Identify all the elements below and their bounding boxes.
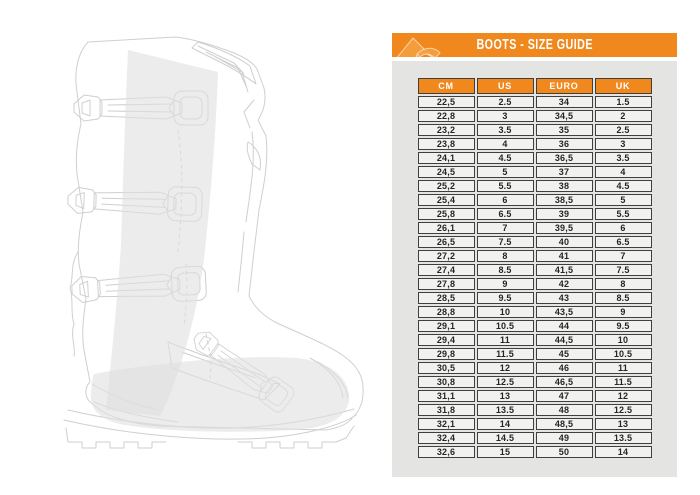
cell-cm: 25,8 — [418, 208, 475, 220]
cell-uk: 10.5 — [595, 348, 652, 360]
cell-uk: 3.5 — [595, 152, 652, 164]
cell-euro: 37 — [536, 166, 593, 178]
cell-us: 11 — [477, 334, 534, 346]
cell-uk: 1.5 — [595, 96, 652, 108]
cell-euro: 39 — [536, 208, 593, 220]
cell-cm: 22,8 — [418, 110, 475, 122]
table-row — [418, 418, 652, 430]
table-row — [418, 138, 652, 150]
cell-uk: 9.5 — [595, 320, 652, 332]
cell-us: 10.5 — [477, 320, 534, 332]
cell-euro: 46 — [536, 362, 593, 374]
cell-us: 6.5 — [477, 208, 534, 220]
cell-euro: 42 — [536, 278, 593, 290]
table-row — [418, 432, 652, 444]
cell-euro: 48,5 — [536, 418, 593, 430]
cell-cm: 24,5 — [418, 166, 475, 178]
cell-euro: 43,5 — [536, 306, 593, 318]
table-row — [418, 222, 652, 234]
cell-cm: 26,5 — [418, 236, 475, 248]
table-row — [418, 264, 652, 276]
cell-us: 8.5 — [477, 264, 534, 276]
column-header-euro: EURO — [536, 78, 593, 94]
table-row — [418, 250, 652, 262]
cell-us: 7 — [477, 222, 534, 234]
cell-us: 4.5 — [477, 152, 534, 164]
table-row — [418, 446, 652, 458]
cell-us: 3.5 — [477, 124, 534, 136]
cell-us: 5.5 — [477, 180, 534, 192]
cell-cm: 27,4 — [418, 264, 475, 276]
cell-uk: 10 — [595, 334, 652, 346]
cell-uk: 2.5 — [595, 124, 652, 136]
cell-uk: 4.5 — [595, 180, 652, 192]
header-row — [418, 78, 652, 94]
size-guide-panel — [392, 33, 677, 477]
cell-cm: 30,5 — [418, 362, 475, 374]
cell-uk: 8 — [595, 278, 652, 290]
table-row — [418, 124, 652, 136]
cell-uk: 2 — [595, 110, 652, 122]
cell-us: 3 — [477, 110, 534, 122]
cell-cm: 31,8 — [418, 404, 475, 416]
table-row — [418, 110, 652, 122]
table-row — [418, 390, 652, 402]
cell-us: 15 — [477, 446, 534, 458]
cell-euro: 46,5 — [536, 376, 593, 388]
cell-uk: 3 — [595, 138, 652, 150]
cell-euro: 35 — [536, 124, 593, 136]
cell-uk: 14 — [595, 446, 652, 458]
cell-us: 4 — [477, 138, 534, 150]
cell-uk: 7 — [595, 250, 652, 262]
cell-euro: 44 — [536, 320, 593, 332]
page-title: BOOTS - SIZE GUIDE — [476, 37, 593, 53]
table-row — [418, 306, 652, 318]
table-panel — [392, 61, 677, 477]
size-table-body — [418, 96, 652, 458]
title-bar — [392, 33, 677, 57]
cell-cm: 23,8 — [418, 138, 475, 150]
cell-euro: 48 — [536, 404, 593, 416]
cell-euro: 49 — [536, 432, 593, 444]
cell-cm: 27,8 — [418, 278, 475, 290]
cell-us: 14.5 — [477, 432, 534, 444]
cell-us: 13 — [477, 390, 534, 402]
cell-us: 12.5 — [477, 376, 534, 388]
rear-bellows-lines — [70, 252, 78, 356]
cell-uk: 6.5 — [595, 236, 652, 248]
cell-euro: 50 — [536, 446, 593, 458]
column-header-cm: CM — [418, 78, 475, 94]
table-row — [418, 348, 652, 360]
cell-us: 9 — [477, 278, 534, 290]
cell-euro: 43 — [536, 292, 593, 304]
cell-cm: 32,6 — [418, 446, 475, 458]
cell-cm: 23,2 — [418, 124, 475, 136]
table-row — [418, 320, 652, 332]
cell-cm: 29,8 — [418, 348, 475, 360]
cell-cm: 31,1 — [418, 390, 475, 402]
cell-uk: 9 — [595, 306, 652, 318]
cell-us: 10 — [477, 306, 534, 318]
table-row — [418, 362, 652, 374]
table-row — [418, 236, 652, 248]
cell-euro: 47 — [536, 390, 593, 402]
cell-uk: 5.5 — [595, 208, 652, 220]
cell-cm: 29,1 — [418, 320, 475, 332]
cell-us: 11.5 — [477, 348, 534, 360]
cell-cm: 30,8 — [418, 376, 475, 388]
cell-euro: 41 — [536, 250, 593, 262]
acerbis-logo-icon — [393, 34, 441, 57]
cell-euro: 36 — [536, 138, 593, 150]
cell-uk: 11 — [595, 362, 652, 374]
table-row — [418, 96, 652, 108]
cell-euro: 34,5 — [536, 110, 593, 122]
table-row — [418, 278, 652, 290]
cell-us: 7.5 — [477, 236, 534, 248]
cell-us: 9.5 — [477, 292, 534, 304]
cell-uk: 4 — [595, 166, 652, 178]
cell-cm: 27,2 — [418, 250, 475, 262]
table-row — [418, 152, 652, 164]
cell-euro: 36,5 — [536, 152, 593, 164]
cell-cm: 22,5 — [418, 96, 475, 108]
table-row — [418, 194, 652, 206]
cell-euro: 38 — [536, 180, 593, 192]
cell-euro: 39,5 — [536, 222, 593, 234]
table-row — [418, 208, 652, 220]
cell-us: 13.5 — [477, 404, 534, 416]
cell-us: 8 — [477, 250, 534, 262]
cell-cm: 32,1 — [418, 418, 475, 430]
cell-uk: 8.5 — [595, 292, 652, 304]
cell-cm: 26,1 — [418, 222, 475, 234]
cell-uk: 12.5 — [595, 404, 652, 416]
cell-euro: 45 — [536, 348, 593, 360]
cell-uk: 11.5 — [595, 376, 652, 388]
cell-uk: 13 — [595, 418, 652, 430]
size-table — [416, 76, 654, 460]
cell-cm: 32,4 — [418, 432, 475, 444]
cell-us: 14 — [477, 418, 534, 430]
cell-uk: 5 — [595, 194, 652, 206]
cell-cm: 28,8 — [418, 306, 475, 318]
size-table-header — [418, 78, 652, 94]
table-row — [418, 334, 652, 346]
cell-euro: 41,5 — [536, 264, 593, 276]
boot-illustration — [48, 12, 378, 482]
table-row — [418, 376, 652, 388]
cell-cm: 25,4 — [418, 194, 475, 206]
cell-cm: 25,2 — [418, 180, 475, 192]
table-row — [418, 404, 652, 416]
cell-euro: 34 — [536, 96, 593, 108]
column-header-us: US — [477, 78, 534, 94]
cell-us: 2.5 — [477, 96, 534, 108]
cell-euro: 44,5 — [536, 334, 593, 346]
cell-cm: 24,1 — [418, 152, 475, 164]
cell-us: 6 — [477, 194, 534, 206]
cell-euro: 38,5 — [536, 194, 593, 206]
table-row — [418, 180, 652, 192]
cell-cm: 28,5 — [418, 292, 475, 304]
table-row — [418, 166, 652, 178]
cell-euro: 40 — [536, 236, 593, 248]
table-row — [418, 292, 652, 304]
cell-us: 12 — [477, 362, 534, 374]
cell-uk: 7.5 — [595, 264, 652, 276]
column-header-uk: UK — [595, 78, 652, 94]
cell-cm: 29,4 — [418, 334, 475, 346]
cell-uk: 6 — [595, 222, 652, 234]
cell-us: 5 — [477, 166, 534, 178]
cell-uk: 13.5 — [595, 432, 652, 444]
cell-uk: 12 — [595, 390, 652, 402]
